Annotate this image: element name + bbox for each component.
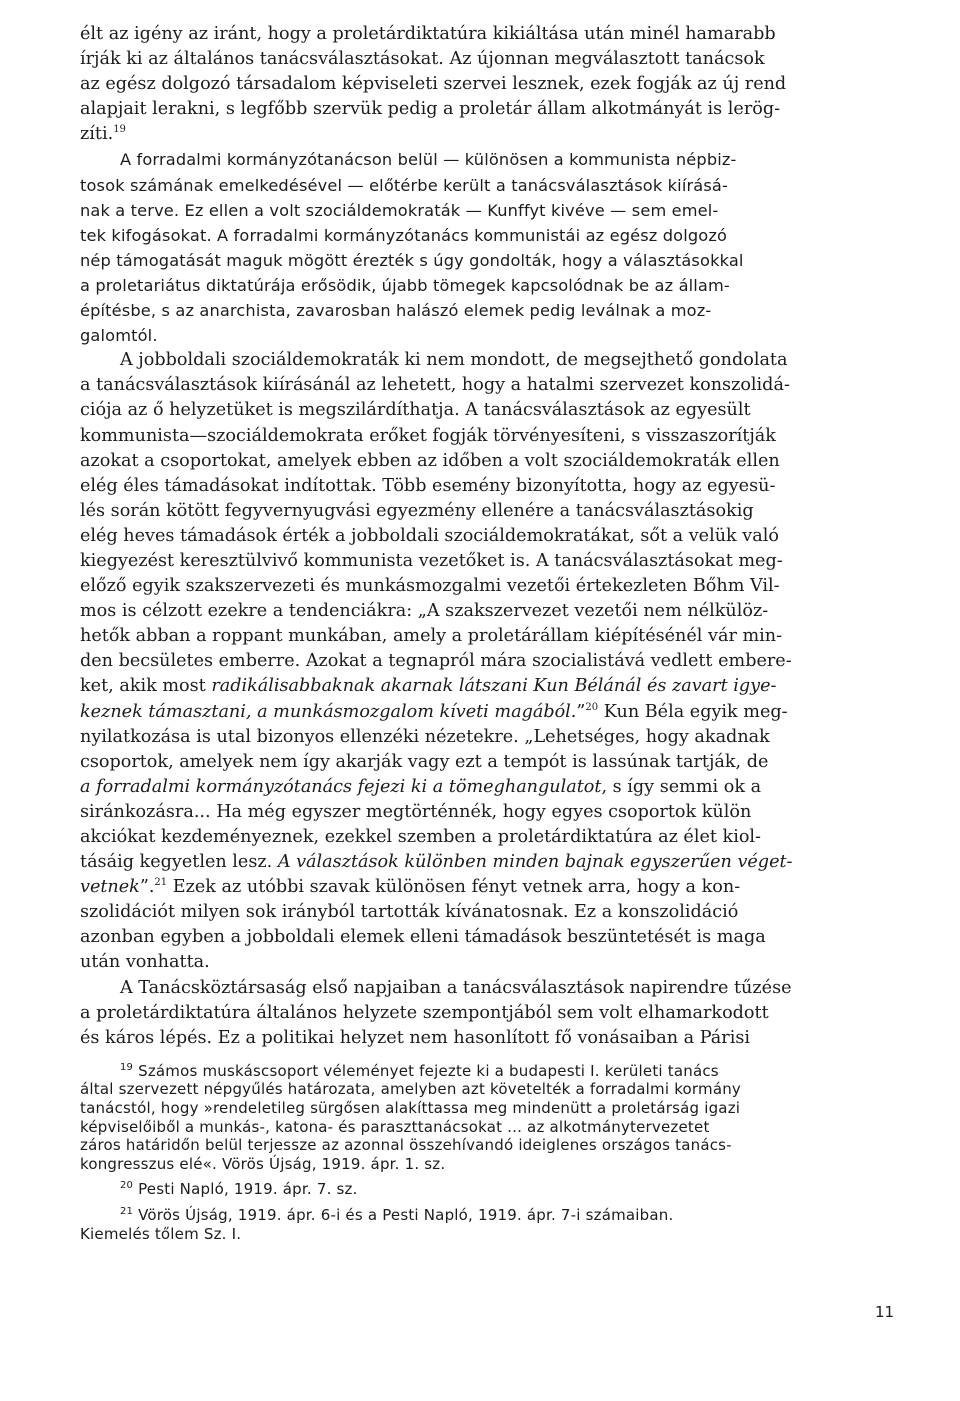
- paragraph: [80, 976, 898, 1051]
- text-line: akciókat kezdeményeznek, ezekkel szemben a proletárdiktatúra az élet kiol-: [80, 827, 762, 847]
- text-line: ciója az ő helyzetüket is megszilárdíthatja. A tanácsválasztások az egyesült: [80, 400, 751, 421]
- text-line: ket, akik most radikálisabbaknak akarnak látszani Kun Bélánál és zavart igye-: [80, 676, 777, 697]
- footnote: [80, 1180, 898, 1199]
- text-line: a proletárdiktatúra általános helyzete szempontjából sem volt elhamarkodott: [80, 1002, 769, 1023]
- paragraph: [80, 147, 898, 348]
- footnote-ref: 20: [585, 701, 599, 713]
- text-line: a tanácsválasztások kiírásánál az lehetett, hogy a hatalmi szervezet konszolidá-: [80, 375, 790, 396]
- text-line: nyilatkozása is utal bizonyos ellenzéki nézetekre. „Lehetséges, hogy akadnak: [80, 726, 770, 747]
- footnote-line: képviselőiből a munkás-, katona- és paraszttanácsokat ... az alkotmánytervezetet: [80, 1117, 710, 1136]
- text-line: tásáig kegyetlen lesz. A választások különben minden bajnak egyszerűen véget-: [80, 852, 793, 873]
- text-line: hetők abban a roppant munkában, amely a proletárállam kiépítésénél vár min-: [80, 626, 783, 647]
- text-line: vetnek”.$^{21}$ Ezek az utóbbi szavak különösen fényt vetnek arra, hogy a kon-: [80, 877, 741, 898]
- text-line: den becsületes emberre. Azokat a tegnapról mára szocialistává vedlett embere-: [80, 651, 792, 672]
- text-line: elég heves támadások érték a jobboldali szociáldemokratákat, sőt a velük való: [80, 525, 779, 546]
- text-line: után vonhatta.: [80, 952, 210, 973]
- footnote-line: $^{20}$ Pesti Napló, 1919. ápr. 7. sz.: [120, 1180, 358, 1199]
- text-line: lés során kötött fegyvernyugvási egyezmény ellenére a tanácsválasztásokig: [80, 500, 754, 521]
- text-line: siránkozásra... Ha még egyszer megtörténnék, hogy egyes csoportok külön: [80, 801, 752, 822]
- footnote-marker: 21: [120, 1206, 134, 1217]
- footnote-marker: 19: [120, 1061, 134, 1073]
- paragraph: [80, 22, 898, 147]
- footnote-line: $^{21}$ Vörös Újság, 1919. ápr. 6-i és a Pesti Napló, 1919. ápr. 7-i számaiban.: [120, 1206, 674, 1224]
- page-number: 11: [875, 1303, 895, 1321]
- footnote-line: kongresszus elé«. Vörös Újság, 1919. ápr. 1. sz.: [80, 1154, 446, 1173]
- text-line: kiegyezést keresztülvivő kommunista vezetőket is. A tanácsválasztásokat meg-: [80, 550, 783, 571]
- text-line: azonban egyben a jobboldali elemek elleni támadások beszüntetését is maga: [80, 927, 766, 948]
- text-line: és káros lépés. Ez a politikai helyzet nem hasonlított fő vonásaiban a Párisi: [80, 1027, 750, 1048]
- text-line: mos is célzott ezekre a tendenciákra: „A szakszervezet vezetői nem nélkülöz-: [80, 601, 769, 622]
- text-line: tosok számának emelkedésével — előtérbe került a tanácsválasztások kiírásá-: [80, 175, 728, 195]
- text-line: azokat a csoportokat, amelyek ebben az időben a volt szociáldemokraták ellen: [80, 450, 780, 471]
- text-line: zíti.$^{19}$: [80, 124, 126, 145]
- text-line: tek kifogásokat. A forradalmi kormányzótanács kommunistái az egész dolgozó: [80, 225, 728, 245]
- footnote: [80, 1206, 898, 1243]
- text-line: a proletariátus diktatúrája erősödik, újabb tömegek kapcsolódnak be az állam-: [80, 275, 730, 295]
- text-line: csoportok, amelyek nem így akarják vagy ezt a tempót is lassúnak tartják, de: [80, 751, 769, 772]
- footnote-line: Kiemelés tőlem Sz. I.: [80, 1224, 242, 1243]
- text-line: nép támogatását maguk mögött érezték s úgy gondolták, hogy a választásokkal: [80, 250, 744, 270]
- text-line: írják ki az általános tanácsválasztásokat. Az újonnan megválasztott tanácsok: [80, 49, 765, 70]
- text-line: előző egyik szakszervezeti és munkásmozgalmi vezetői értekezleten Bőhm Vil-: [80, 576, 780, 597]
- text-line: a forradalmi kormányzótanács fejezi ki a tömeghangulatot, s így semmi ok a: [80, 776, 762, 797]
- footnote-line: záros határidőn belül terjessze az azonnal összehívandó ideiglenes országos tanács-: [80, 1136, 732, 1155]
- text-line: élt az igény az iránt, hogy a proletárdiktatúra kikiáltása után minél hamarabb: [80, 24, 776, 44]
- footnote-line: $^{19}$ Számos muskáscsoport véleményet fejezte ki a budapesti I. kerületi tanács: [120, 1061, 719, 1080]
- footnote-marker: 20: [120, 1180, 134, 1192]
- text-line: építésbe, s az anarchista, zavarosban halászó elemek pedig leválnak a moz-: [80, 301, 712, 321]
- footnote-ref: 21: [154, 877, 168, 889]
- footnote-line: tanácstól, hogy »rendeletileg sürgősen alakíttassa meg mindenütt a proletárság igazi: [80, 1099, 741, 1118]
- text-line: A jobboldali szociáldemokraták ki nem mondott, de megsejthető gondolata: [120, 350, 788, 371]
- text-line: alapjait lerakni, s legfőbb szervük pedig a proletár állam alkotmányát is lerög-: [80, 99, 781, 120]
- footnote-ref: 19: [113, 124, 126, 136]
- text-line: A forradalmi kormányzótanácson belül — különösen a kommunista népbiz-: [120, 150, 737, 170]
- text-line: nak a terve. Ez ellen a volt szociáldemokraták — Kunffyt kivéve — sem emel-: [80, 200, 719, 220]
- body-text: [80, 22, 898, 1051]
- footnotes: [80, 1062, 898, 1243]
- text-line: keznek támasztani, a munkásmozgalom kíveti magából.”$^{20}$ Kun Béla egyik meg-: [80, 701, 788, 722]
- text-line: kommunista—szociáldemokrata erőket fogják törvényesíteni, s visszaszorítják: [80, 425, 776, 446]
- text-line: az egész dolgozó társadalom képviseleti szervei lesznek, ezek fogják az új rend: [80, 74, 787, 95]
- footnote: [80, 1062, 898, 1174]
- text-line: elég éles támadásokat indítottak. Több esemény bizonyította, hogy az egyesü-: [80, 475, 776, 496]
- text-line: A Tanácsköztársaság első napjaiban a tanácsválasztások napirendre tűzése: [120, 977, 792, 998]
- document-page: [80, 22, 898, 1250]
- paragraph: [80, 348, 898, 975]
- text-line: szolidációt milyen sok irányból tartották kívánatosnak. Ez a konszolidáció: [80, 902, 739, 923]
- footnote-line: által szervezett népgyűlés határozata, amelyben azt követelték a forradalmi kormány: [80, 1080, 742, 1099]
- text-line: galomtól.: [80, 326, 158, 346]
